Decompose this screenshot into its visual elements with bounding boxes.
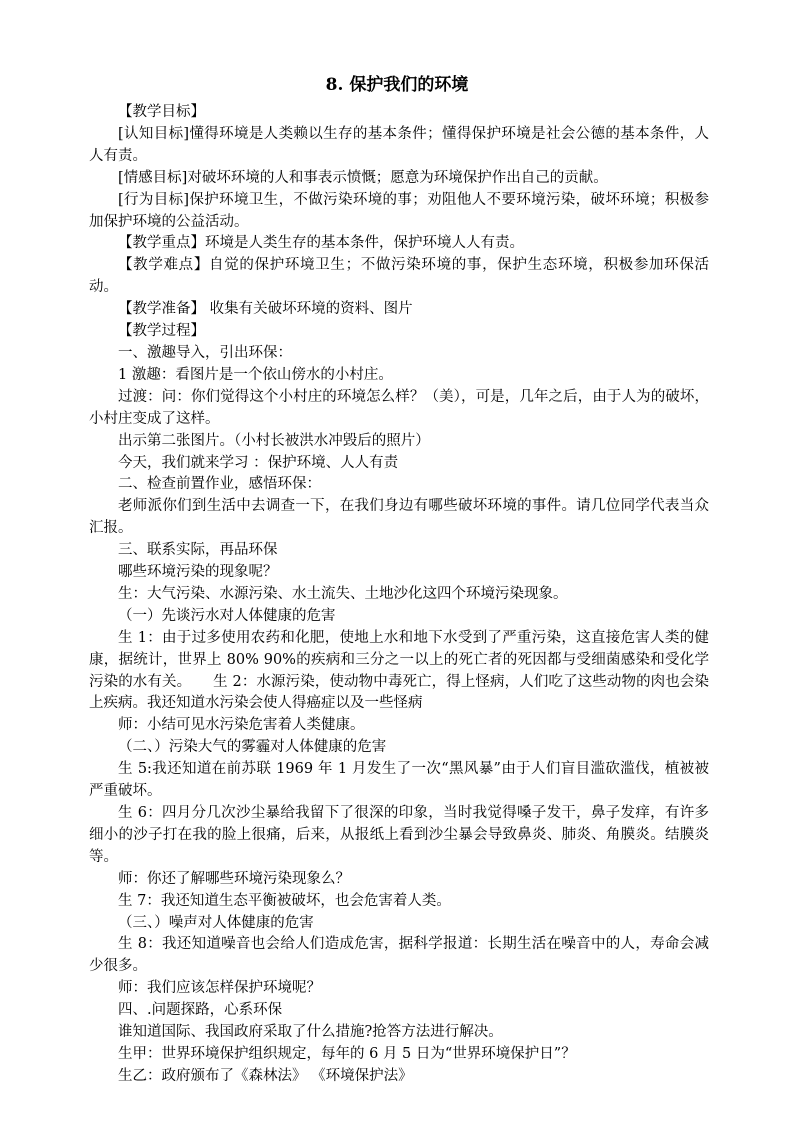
paragraph-step-four: 四、.问题探路，心系环保 [118, 1002, 283, 1019]
paragraph-measures: 谁知道国际、我国政府采取了什么措施?抢答方法进行解决。 [118, 1024, 503, 1041]
paragraph-student-7: 生 7：我还知道生态平衡被破坏，也会危害着人类。 [118, 892, 451, 909]
paragraph-sub-one: （一）先谈污水对人体健康的危害 [118, 607, 336, 624]
paragraph-teacher-survey: 老师派你们到生活中去调查一下，在我们身边有哪些破坏环境的事件。请几位同学代表当众汇报。 [89, 498, 709, 537]
section-heading-process: 【教学过程】 [118, 323, 205, 340]
paragraph-key-points: 【教学重点】环境是人类生存的基本条件，保护环境人人有责。 [118, 235, 524, 252]
paragraph-step-two: 二、检查前置作业，感悟环保： [118, 476, 321, 493]
paragraph-sub-two: （二、）污染大气的雾霾对人体健康的危害 [118, 739, 387, 756]
paragraph-difficulties: 【教学难点】自觉的保护环境卫生；不做污染环境的事，保护生态环境，积极参加环保活动。 [89, 257, 709, 296]
paragraph-cognitive-goal: [认知目标]懂得环境是人类赖以生存的基本条件；懂得保护环境是社会公德的基本条件，人人有责。 [89, 125, 709, 164]
paragraph-sub-three: （三、）噪声对人体健康的危害 [118, 914, 314, 931]
paragraph-emotional-goal: [情感目标]对破坏环境的人和事表示愤慨；愿意为环境保护作出自己的贡献。 [118, 169, 608, 186]
paragraph-behavior-goal: [行为目标]保护环境卫生，不做污染环境的事；劝阻他人不要环境污染，破坏环境；积极参加保护环境的公益活动。 [89, 191, 709, 230]
paragraph-student-8: 生 8：我还知道噪音也会给人们造成危害，据科学报道：长期生活在噪音中的人，寿命会减少很多。 [89, 936, 709, 975]
document-title: 8. 保护我们的环境 [325, 75, 469, 95]
paragraph-teacher-question: 师：你还了解哪些环境污染现象么？ [118, 870, 350, 887]
paragraph-step-three: 三、联系实际，再品环保 [118, 542, 278, 559]
paragraph-teacher-protect: 师：我们应该怎样保护环境呢？ [118, 980, 321, 997]
paragraph-second-picture: 出示第二张图片。（小村长被洪水冲毁后的照片） [118, 432, 430, 449]
paragraph-student-6: 生 6：四月分几次沙尘暴给我留下了很深的印象，当时我觉得嗓子发干，鼻子发痒，有许多细小的沙子打在我的脸上很痛，后来，从报纸上看到沙尘暴会导致鼻炎、肺炎、角膜炎。结膜炎等。 [89, 805, 709, 865]
paragraph-preparation: 【教学准备】 收集有关破坏环境的资料、图片 [118, 301, 413, 318]
paragraph-transition: 过渡：问：你们觉得这个小村庄的环境怎么样？（美），可是，几年之后，由于人为的破坏，小村庄变成了这样。 [89, 388, 709, 427]
paragraph-warmup: 1 激趣：看图片是一个依山傍水的小村庄。 [118, 366, 393, 383]
paragraph-question-pollution: 哪些环境污染的现象呢？ [118, 564, 278, 581]
paragraph-student-1-2: 生 1：由于过多使用农药和化肥，使地上水和地下水受到了严重污染，这直接危害人类的健康，据统计，世界上 80% 90%的疾病和三分之一以上的死亡者的死因都与受细菌感染和受化学污染的水有关。 生 2：水源污染，使动物中毒死亡，得上怪病，人们吃了这些动物的肉也会染上疾病。我还知道水污染会使人得癌症以及一些怪病 [89, 629, 710, 712]
paragraph-student-5: 生 5:我还知道在前苏联 1969 年 1 月发生了一次“黑风暴”由于人们盲目滥砍滥伐，植被被严重破坏。 [89, 761, 709, 800]
paragraph-student-b: 生乙：政府颁布了《森林法》 《环境保护法》 [118, 1067, 413, 1084]
paragraph-student-answer: 生：大气污染、水源污染、水土流失、土地沙化这四个环境污染现象。 [118, 585, 568, 602]
paragraph-student-a: 生甲：世界环境保护组织规定，每年的 6 月 5 日为“世界环境保护日”？ [118, 1045, 576, 1062]
paragraph-today: 今天，我们就来学习 ：保护环境、人人有责 [118, 454, 399, 471]
paragraph-step-one: 一、激趣导入，引出环保： [118, 344, 292, 361]
document-body [89, 102, 709, 1088]
paragraph-teacher-summary: 师：小结可见水污染危害着人类健康。 [118, 717, 365, 734]
section-heading-objectives: 【教学目标】 [118, 104, 205, 120]
